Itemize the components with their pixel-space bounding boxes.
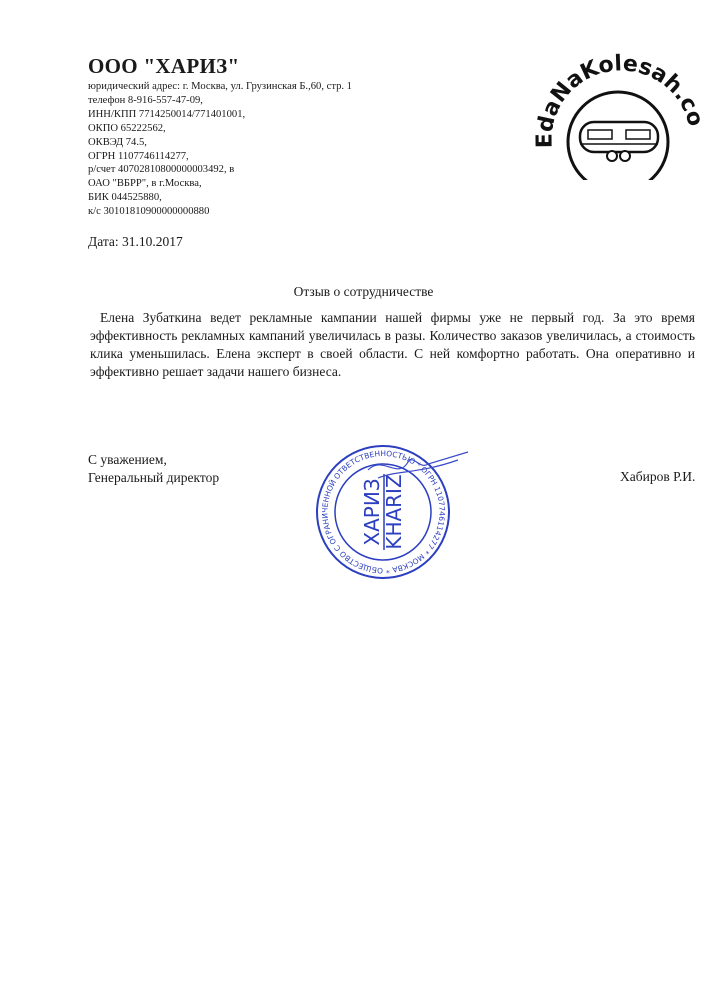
requisite-line: ОГРН 1107746114277, (88, 150, 189, 162)
company-stamp (308, 440, 478, 585)
document-date: Дата: 31.10.2017 (88, 234, 183, 249)
signer-name: Хабиров Р.И. (620, 469, 696, 484)
requisite-line: юридический адрес: г. Москва, ул. Грузинская Б.,60, стр. 1 (88, 81, 352, 92)
requisite-line: ОКПО 65222562, (88, 122, 166, 134)
document-title: Отзыв о сотрудничестве (293, 284, 434, 299)
signer-position: Генеральный директор (88, 470, 220, 485)
requisite-line: к/с 30101810900000000880 (88, 206, 210, 218)
requisite-line: р/счет 40702810800000003492, в (88, 164, 235, 176)
requisite-line: телефон 8-916-557-47-09, (88, 94, 203, 106)
requisite-line: БИК 044525880, (88, 192, 162, 204)
svg-text:ОБЩЕСТВО С ОГРАНИЧЕННОЙ ОТВЕТС: ОБЩЕСТВО С ОГРАНИЧЕННОЙ ОТВЕТСТВЕННОСТЬЮ * ОГРН 1107746114277 * МОСКВА * (320, 448, 447, 576)
requisite-line: ОКВЭД 74.5, (88, 136, 147, 148)
closing: С уважением, (88, 452, 167, 467)
company-name: ООО "ХАРИЗ" (88, 54, 240, 78)
stamp-name-en: KHARIZ (382, 474, 406, 550)
svg-text:EdaNaKolesah.com: EdaNaKolesah.c (532, 51, 703, 149)
requisite-line: ОАО "ВБРР", в г.Москва, (88, 178, 202, 190)
stamp-name-ru: ХАРИЗ (360, 478, 384, 546)
company-requisites (88, 80, 352, 219)
signature-block (88, 451, 219, 487)
requisite-line: ИНН/КПП 7714250014/771401001, (88, 108, 246, 120)
food-truck-icon (580, 122, 658, 161)
document-body: Елена Зубаткина ведет рекламные кампании нашей фирмы уже не первый год. За это время эффективность рекламных кампаний увеличилась в разы. Количество заказов увеличилась, а стоимость клика уменьшилась. Елена эксперт в своей области. С ней комфортно работать. Она оперативно и эффективно решает задачи нашего бизнеса. (90, 310, 695, 379)
company-logo (530, 40, 705, 185)
